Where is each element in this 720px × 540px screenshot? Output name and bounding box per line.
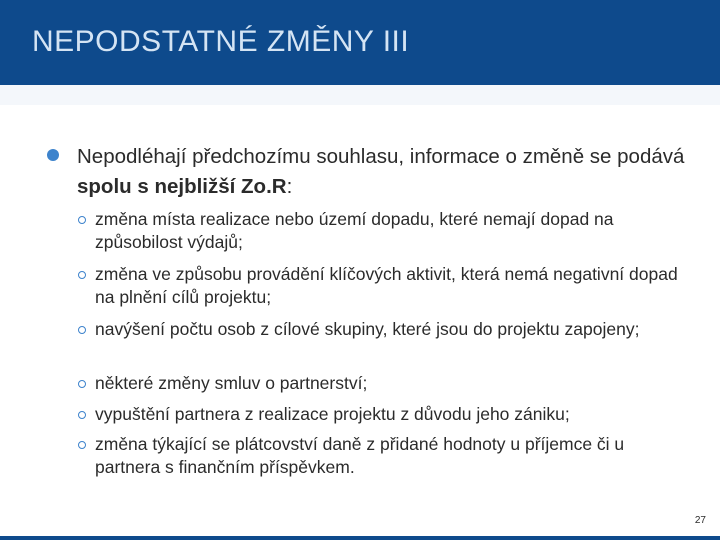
circle-bullet-icon bbox=[78, 271, 86, 279]
circle-bullet-icon bbox=[78, 216, 86, 224]
sub-point-text: navýšení počtu osob z cílové skupiny, které jsou do projektu zapojeny; bbox=[95, 319, 640, 339]
page-number: 27 bbox=[694, 515, 706, 526]
sub-point-text: některé změny smluv o partnerství; bbox=[95, 373, 368, 393]
circle-bullet-icon bbox=[78, 411, 86, 419]
circle-bullet-icon bbox=[78, 380, 86, 388]
slide-title: NEPODSTATNÉ ZMĚNY III bbox=[32, 25, 410, 58]
sub-point-text: změna týkající se plátcovství daně z přidané hodnoty u příjemce či u partnera s finančním příspěvkem. bbox=[95, 434, 625, 477]
main-point bbox=[77, 142, 697, 202]
main-point-bold: spolu s nejbližší Zo.R bbox=[77, 175, 287, 198]
circle-bullet-icon bbox=[78, 441, 86, 449]
sub-point-text: změna ve způsobu provádění klíčových aktivit, která nemá negativní dopad na plnění cílů projektu; bbox=[95, 264, 678, 307]
circle-bullet-icon bbox=[78, 326, 86, 334]
footer-rule bbox=[0, 536, 720, 540]
title-bar bbox=[0, 0, 720, 85]
sub-point-text: změna místa realizace nebo území dopadu, které nemají dopad na způsobilost výdajů; bbox=[95, 209, 614, 252]
sub-point-text: vypuštění partnera z realizace projektu z důvodu jeho zániku; bbox=[95, 404, 570, 424]
main-point-suffix: : bbox=[286, 175, 293, 198]
header-band bbox=[0, 85, 720, 105]
main-point-text: Nepodléhají předchozímu souhlasu, informace o změně se podává bbox=[77, 145, 685, 168]
main-bullet-icon bbox=[47, 149, 59, 161]
